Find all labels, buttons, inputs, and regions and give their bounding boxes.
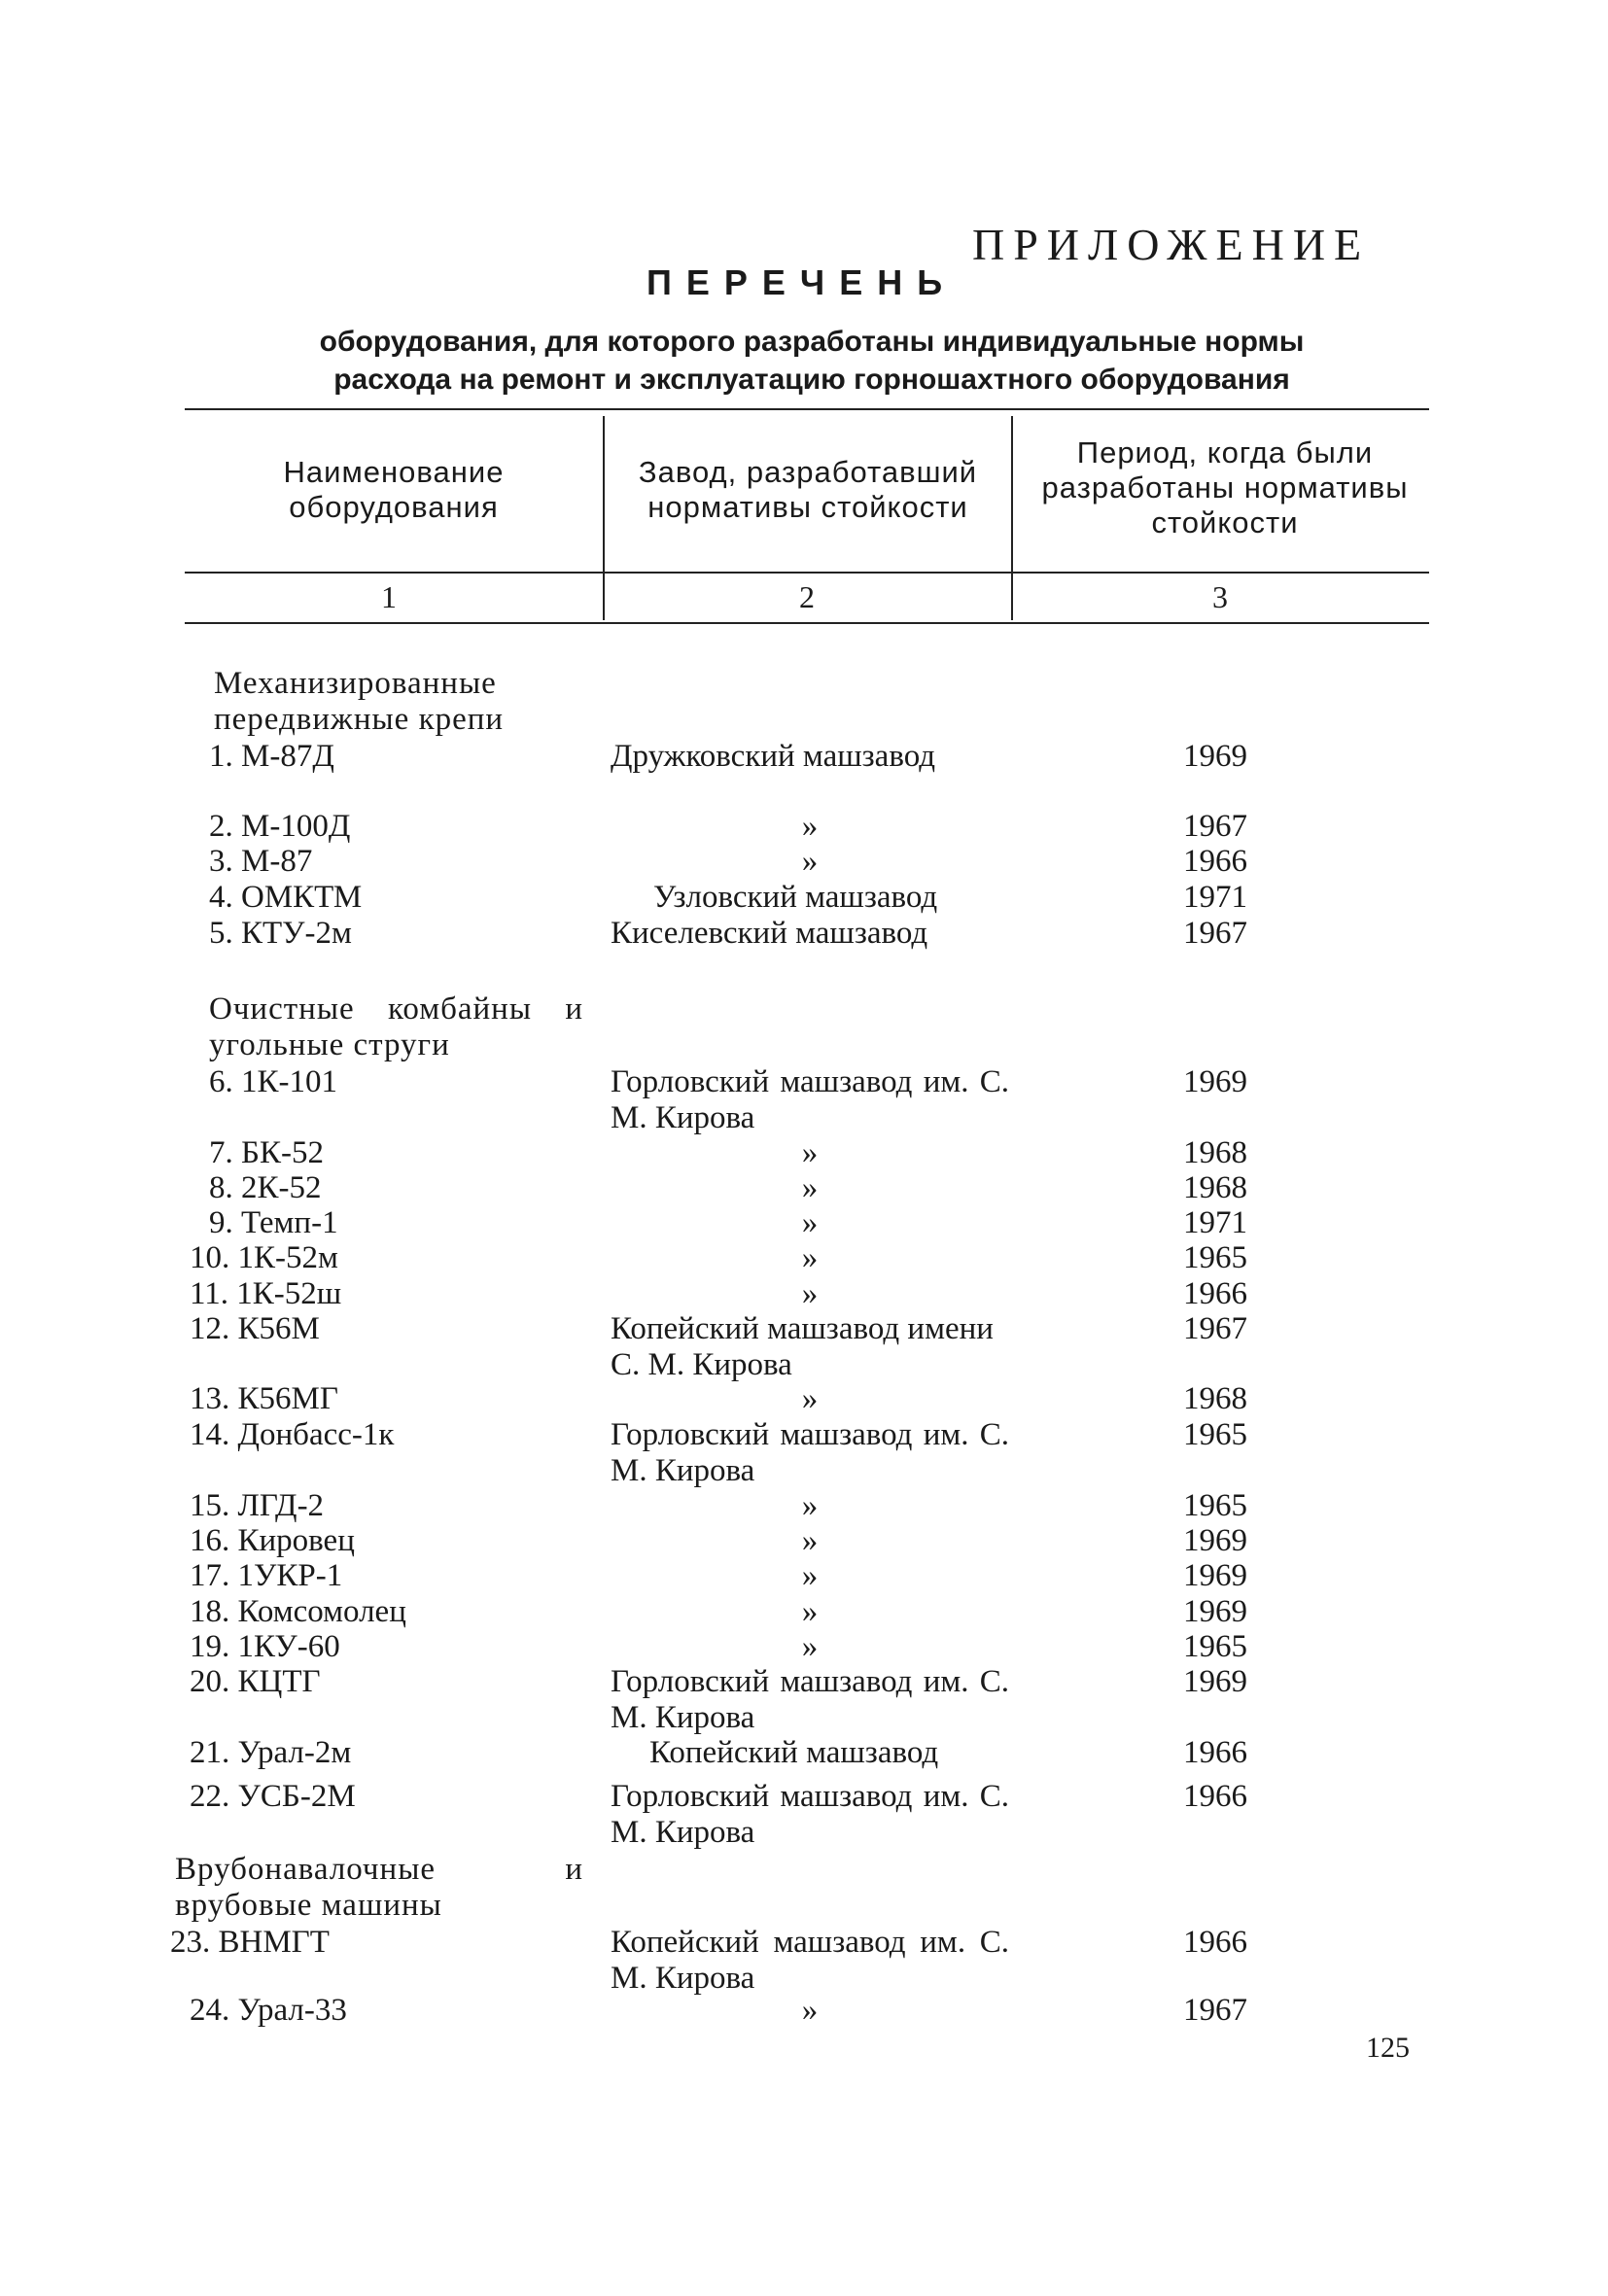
header-period: Период, когда были разработаны нормативы стойкости	[1041, 435, 1409, 539]
row-year: 1971	[1183, 880, 1247, 915]
row-plant: »	[801, 1381, 819, 1416]
row-name: 16. Кировец	[190, 1523, 355, 1558]
row-plant: »	[801, 1558, 819, 1593]
section-title-supports: Механизированные передвижные крепи	[214, 666, 505, 737]
row-year: 1969	[1183, 739, 1247, 774]
header-manufacturer: Завод, разработавший нормативы стойкости	[638, 455, 978, 524]
row-plant: Горловский машзавод им. С. М. Кирова	[611, 1064, 1009, 1135]
row-name: 18. Комсомолец	[190, 1594, 406, 1629]
list-title: ПЕРЕЧЕНЬ	[647, 262, 958, 302]
row-plant: »	[801, 1276, 819, 1311]
header-bottom-rule	[185, 622, 1429, 624]
row-plant: »	[801, 1523, 819, 1558]
row-name: 9. Темп-1	[209, 1205, 338, 1240]
row-plant: »	[801, 1993, 819, 2028]
row-year: 1966	[1183, 1925, 1247, 1960]
header-equipment-name: Наименование оборудования	[283, 455, 505, 524]
row-year: 1967	[1183, 916, 1247, 951]
row-plant: Киселевский машзавод	[611, 916, 928, 951]
row-year: 1965	[1183, 1240, 1247, 1275]
row-year: 1966	[1183, 1735, 1247, 1770]
row-year: 1968	[1183, 1381, 1247, 1416]
row-year: 1968	[1183, 1135, 1247, 1170]
row-plant: »	[801, 1629, 819, 1664]
row-plant: »	[801, 1240, 819, 1275]
row-plant: »	[801, 1594, 819, 1629]
header-mid-rule	[185, 572, 1429, 574]
row-plant: »	[801, 844, 819, 879]
row-plant: »	[801, 809, 819, 844]
row-year: 1966	[1183, 844, 1247, 879]
row-year: 1967	[1183, 809, 1247, 844]
row-name: 15. ЛГД-2	[190, 1488, 325, 1523]
header-col-divider-1	[603, 416, 605, 620]
row-year: 1965	[1183, 1488, 1247, 1523]
section-title-combines: Очистные комбайны и угольные струги	[209, 991, 583, 1062]
row-name: 12. К56М	[190, 1311, 320, 1346]
row-name: 2. М-100Д	[209, 809, 351, 844]
row-name: 23. ВНМГТ	[170, 1925, 330, 1960]
row-year: 1967	[1183, 1311, 1247, 1346]
row-name: 1. М-87Д	[209, 739, 334, 774]
row-year: 1965	[1183, 1417, 1247, 1452]
row-plant: Горловский машзавод им. С. М. Кирова	[611, 1417, 1009, 1488]
row-name: 20. КЦТГ	[190, 1664, 321, 1699]
row-name: 19. 1КУ-60	[190, 1629, 340, 1664]
row-name: 13. К56МГ	[190, 1381, 338, 1416]
row-plant: Копейский машзавод им. С. М. Кирова	[611, 1925, 1009, 1996]
row-year: 1966	[1183, 1276, 1247, 1311]
row-year: 1969	[1183, 1558, 1247, 1593]
row-year: 1969	[1183, 1064, 1247, 1099]
row-name: 4. ОМКТМ	[209, 880, 363, 915]
row-plant: Горловский машзавод им. С. М. Кирова	[611, 1779, 1009, 1850]
row-name: 24. Урал-33	[190, 1993, 347, 2028]
row-name: 5. КТУ-2м	[209, 916, 352, 951]
row-plant: Копейский машзавод	[649, 1735, 939, 1770]
row-name: 21. Урал-2м	[190, 1735, 352, 1770]
row-year: 1969	[1183, 1523, 1247, 1558]
row-name: 3. М-87	[209, 844, 313, 879]
row-plant: Узловский машзавод	[653, 880, 938, 915]
header-col-divider-2	[1011, 416, 1013, 620]
row-plant: »	[801, 1170, 819, 1205]
row-plant: Копейский машзавод имени С. М. Кирова	[611, 1311, 994, 1382]
column-number-1: 1	[381, 579, 397, 614]
row-year: 1969	[1183, 1594, 1247, 1629]
row-plant: Дружковский машзавод	[611, 739, 936, 774]
row-plant: »	[801, 1205, 819, 1240]
row-name: 6. 1К-101	[209, 1064, 337, 1099]
row-name: 22. УСБ-2М	[190, 1779, 356, 1814]
section-title-cutters: Врубонавалочные и врубовые машины	[175, 1852, 583, 1923]
row-year: 1966	[1183, 1779, 1247, 1814]
row-year: 1969	[1183, 1664, 1247, 1699]
row-name: 17. 1УКР-1	[190, 1558, 343, 1593]
page-number: 125	[1366, 2032, 1410, 2064]
row-name: 14. Донбасс-1к	[190, 1417, 395, 1452]
table-top-rule	[185, 408, 1429, 410]
subtitle-line-2: расхода на ремонт и эксплуатацию горношахтного оборудования	[333, 364, 1290, 396]
row-plant: Горловский машзавод им. С. М. Кирова	[611, 1664, 1009, 1735]
appendix-label: ПРИЛОЖЕНИЕ	[972, 220, 1371, 269]
row-name: 11. 1К-52ш	[190, 1276, 342, 1311]
column-number-3: 3	[1212, 579, 1228, 614]
row-name: 8. 2К-52	[209, 1170, 322, 1205]
list-subtitle	[185, 323, 1439, 399]
row-name: 7. БК-52	[209, 1135, 324, 1170]
row-year: 1968	[1183, 1170, 1247, 1205]
row-plant: »	[801, 1488, 819, 1523]
subtitle-line-1: оборудования, для которого разработаны индивидуальные нормы	[319, 326, 1305, 358]
row-year: 1971	[1183, 1205, 1247, 1240]
column-number-2: 2	[799, 579, 815, 614]
row-year: 1967	[1183, 1993, 1247, 2028]
row-plant: »	[801, 1135, 819, 1170]
row-year: 1965	[1183, 1629, 1247, 1664]
row-name: 10. 1К-52м	[190, 1240, 338, 1275]
